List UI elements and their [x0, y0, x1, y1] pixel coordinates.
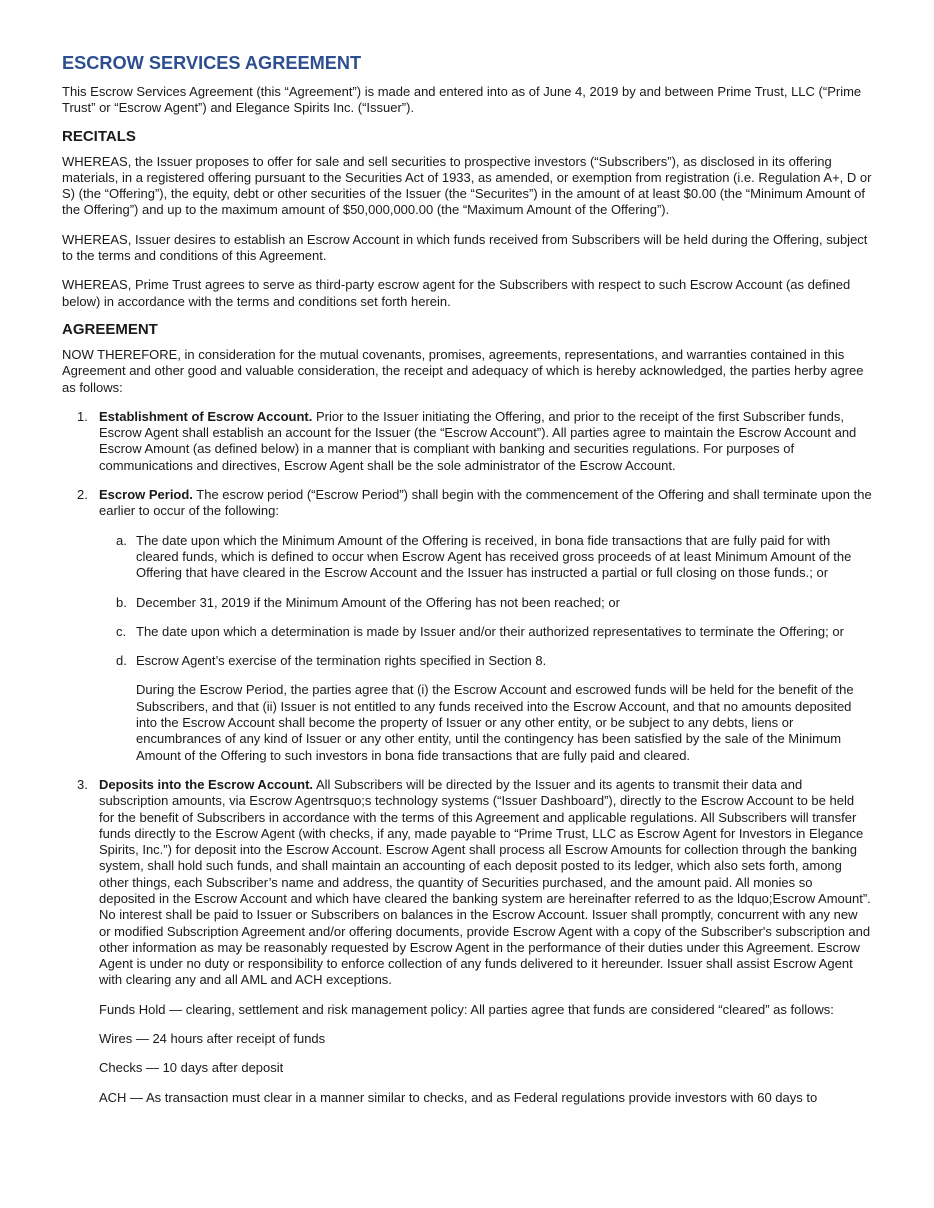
list-item	[99, 624, 872, 640]
item-text: Escrow Agent’s exercise of the termination rights specified in Section 8.	[136, 653, 547, 669]
section-number: 3.	[77, 776, 88, 792]
item-letter: d.	[116, 653, 127, 669]
item-text: The date upon which the Minimum Amount of the Offering is received, in bona fide transactions that are fully paid for with cleared funds, which is defined to occur when Escrow Agent has received gross proceeds of at least Minimum Amount of the Offering that have cleared in the Escrow Account and the Issuer has instructed a partial or full closing on those funds.; or	[136, 532, 852, 581]
wires-paragraph: Wires — 24 hours after receipt of funds	[99, 1031, 326, 1047]
recital-paragraph: WHEREAS, the Issuer proposes to offer for sale and sell securities to prospective investors (“Subscribers”), as disclosed in its offering materials, in a registered offering pursuant to the Securities Act of 1933, as amended, or exemption from registration (i.e. Regulation A+, D or S) (the “Offering”), the equity, debt or other securities of the Issuer (the “Securites”) in the amount of at least $0.00 (the “Minimum Amount of the Offering”) and up to the maximum amount of $50,000,000.00 (the “Maximum Amount of the Offering”).	[62, 153, 872, 218]
list-item	[99, 595, 872, 611]
ach-paragraph: ACH — As transaction must clear in a manner similar to checks, and as Federal regulations provide investors with 60 days to	[99, 1089, 818, 1105]
section-1	[62, 409, 872, 474]
section-number: 2.	[77, 487, 88, 503]
agreement-sections	[62, 409, 872, 1106]
item-letter: c.	[116, 623, 127, 639]
recitals-heading: RECITALS	[62, 127, 136, 145]
section-text: The escrow period (“Escrow Period”) shall begin with the commencement of the Offering and shall terminate upon the earlier to occur of the following:	[99, 487, 872, 519]
funds-hold-paragraph: Funds Hold — clearing, settlement and risk management policy: All parties agree that funds are considered “cleared” as follows:	[99, 1001, 834, 1017]
item-text: December 31, 2019 if the Minimum Amount of the Offering has not been reached; or	[136, 594, 620, 610]
section-text: Prior to the Issuer initiating the Offering, and prior to the receipt of the first Subscriber funds, Escrow Agent shall establish an account for the Issuer (the “Escrow Account”). All parties agree to maintain the Escrow Account and Escrow Amount (as defined below) in a manner that is compliant with banking and securities regulations. For purposes of communications and directives, Escrow Agent shall be the sole administrator of the Escrow Account.	[99, 408, 857, 473]
list-item	[99, 653, 872, 669]
agreement-heading: AGREEMENT	[62, 320, 158, 338]
section-lead: Escrow Period.	[99, 487, 193, 503]
item-text: The date upon which a determination is made by Issuer and/or their authorized representatives to terminate the Offering; or	[136, 623, 844, 639]
intro-paragraph: This Escrow Services Agreement (this “Agreement”) is made and entered into as of June 4, 2019 by and between Prime Trust, LLC (“Prime Trust” or “Escrow Agent”) and Elegance Spirits Inc. (“Issuer”).	[62, 84, 862, 116]
section-3	[62, 777, 872, 1106]
agreement-intro: NOW THEREFORE, in consideration for the mutual covenants, promises, agreements, representations, and warranties contained in this Agreement and other good and valuable consideration, the receipt and adequacy of which is hereby acknowledged, the parties herby agree as follows:	[62, 346, 864, 395]
section-text: All Subscribers will be directed by the Issuer and its agents to transmit their data and subscription amounts, via Escrow Agentrsquo;s technology systems (“Issuer Dashboard”), directly to the Escrow Account to be held for the benefit of Subscribers in accordance with the terms of this Agreement and applicable regulations. All Subscribers will transfer funds directly to the Escrow Agent (with checks, if any, made payable to “Prime Trust, LLC as Escrow Agent for Investors in Elegance Spirits, Inc.”) for deposit into the Escrow Account. Escrow Agent shall process all Escrow Amounts for collection through the banking system, shall hold such funds, and shall maintain an accounting of each deposit posted to its ledger, which also sets forth, among other things, each Subscriber’s name and address, the quantity of Securities purchased, and the amount paid. All monies so deposited in the Escrow Account and which have cleared the banking system are hereinafter referred to as the ldquo;Escrow Amount”. No interest shall be paid to Issuer or Subscribers on balances in the Escrow Account. Issuer shall promptly, concurrent with any new or modified Subscription Agreement and/or offering documents, provide Escrow Agent with a copy of the Subscriber's subscription and other information as may be reasonably requested by Escrow Agent in the performance of their duties under this Agreement. Escrow Agent is under no duty or responsibility to enforce collection of any funds delivered to it hereunder. Issuer shall assist Escrow Agent with clearing any and all AML and ACH exceptions.	[99, 776, 871, 988]
recital-paragraph: WHEREAS, Issuer desires to establish an Escrow Account in which funds received from Subscribers will be held during the Offering, subject to the terms and conditions of this Agreement.	[62, 231, 868, 264]
section-2-items	[99, 533, 872, 670]
document-title: ESCROW SERVICES AGREEMENT	[62, 53, 362, 73]
section-number: 1.	[77, 408, 88, 424]
item-letter: a.	[116, 532, 127, 548]
section-lead: Establishment of Escrow Account.	[99, 408, 313, 424]
escrow-period-paragraph: During the Escrow Period, the parties agree that (i) the Escrow Account and escrowed funds will be held for the benefit of the Subscribers, and that (ii) Issuer is not entitled to any funds received into the Escrow Account, and that no amounts deposited into the Escrow Account shall become the property of Issuer or any other entity, or be subject to any debts, liens or encumbrances of any kind of Issuer or any other entity, until the contingency has been satisfied by the sale of the Minimum Amount of the Offering to such investors in bona fide transactions that are fully paid and cleared.	[136, 682, 854, 763]
list-item	[99, 533, 872, 582]
section-lead: Deposits into the Escrow Account.	[99, 776, 314, 792]
item-letter: b.	[116, 594, 127, 610]
checks-paragraph: Checks — 10 days after deposit	[99, 1060, 284, 1076]
section-2	[62, 487, 872, 764]
recital-paragraph: WHEREAS, Prime Trust agrees to serve as third-party escrow agent for the Subscribers with respect to such Escrow Account (as defined below) in accordance with the terms and conditions set forth herein.	[62, 277, 851, 309]
